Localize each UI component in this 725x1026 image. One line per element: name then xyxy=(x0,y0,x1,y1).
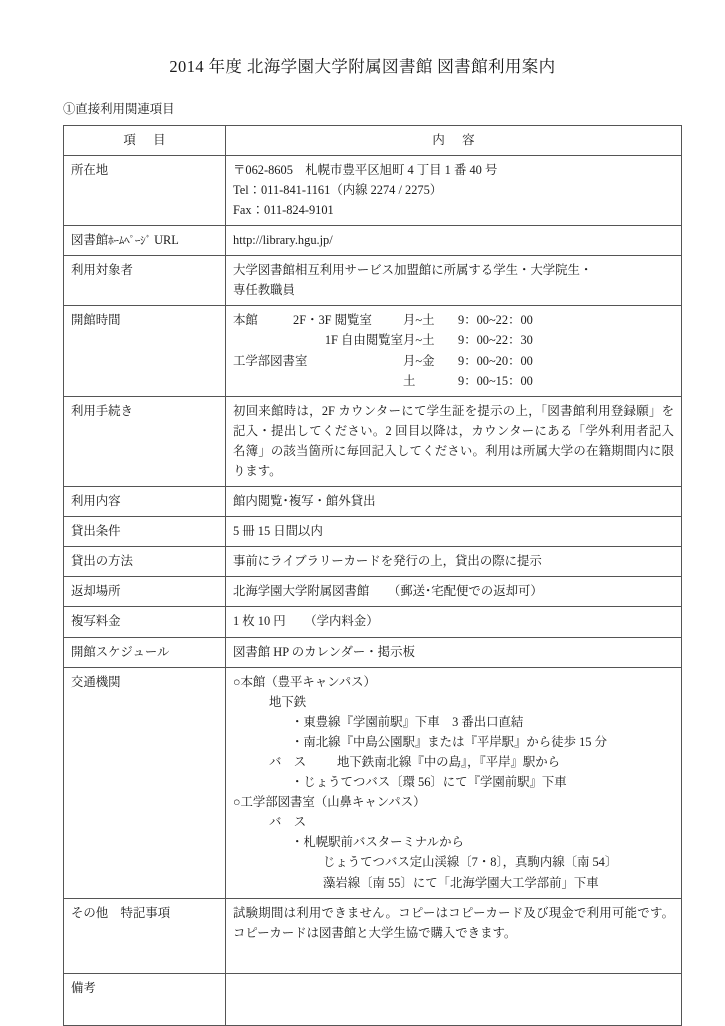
table-row xyxy=(64,487,682,517)
transport-bus-row xyxy=(233,752,674,772)
row-key-homepage-pre: 図書館 xyxy=(71,233,109,248)
row-key-return-location: 返却場所 xyxy=(64,577,226,607)
eligible-users-line-1: 大学図書館相互利用サービス加盟館に所属する学生・大学院生・ xyxy=(233,263,593,278)
row-value-homepage-url xyxy=(226,226,682,256)
transport-bus-label: バ ス xyxy=(269,755,307,770)
table-row xyxy=(64,607,682,637)
hours-time: 9：00~15：00 xyxy=(458,373,533,388)
transport-line: ・東豊線『学園前駅』下車 3 番出口直結 xyxy=(291,714,524,729)
hours-place xyxy=(233,371,403,391)
row-key-loan-method: 貸出の方法 xyxy=(64,547,226,577)
transport-line: バ ス xyxy=(269,815,307,830)
transport-line: 地下鉄 xyxy=(269,694,307,709)
row-key-eligible-users: 利用対象者 xyxy=(64,256,226,306)
row-value-other-notes: 試験期間は利用できません。コピーはコピーカード及び現金で利用可能です。コピーカードは図書館と大学生協で購入できます。 xyxy=(226,898,682,973)
table-row xyxy=(64,547,682,577)
hours-days: 土 xyxy=(403,373,416,388)
phone-line: Tel：011-841-1161（内線 2274 / 2275） xyxy=(233,182,443,197)
transport-line: ・南北線『中島公園駅』または『平岸駅』から徒歩 15 分 xyxy=(291,734,607,749)
hours-days: 月~金 xyxy=(403,353,435,368)
hours-time: 9：00~22：00 xyxy=(458,313,533,328)
row-key-opening-hours: 開館時間 xyxy=(64,306,226,396)
row-value-copy-fee: 1 枚 10 円 （学内料金） xyxy=(226,607,682,637)
row-key-homepage-halfwidth: ﾎｰﾑﾍﾟｰｼﾞ xyxy=(108,234,151,248)
column-header-value xyxy=(226,125,682,155)
library-url-text: http://library.hgu.jp/ xyxy=(233,233,333,248)
eligible-users-line-2: 専任教職員 xyxy=(233,283,295,298)
page-title: 2014 年度 北海学園大学附属図書館 図書館利用案内 xyxy=(169,57,556,76)
row-value-remarks xyxy=(226,973,682,1025)
row-key-loan-conditions: 貸出条件 xyxy=(64,517,226,547)
row-value-loan-method: 事前にライブラリーカードを発行の上，貸出の際に提示 xyxy=(226,547,682,577)
transport-line: 藻岩線〔南 55〕にて「北海学園大工学部前」下車 xyxy=(323,875,599,890)
row-key-copy-fee: 複写料金 xyxy=(64,607,226,637)
transport-line: ・札幌駅前バスターミナルから xyxy=(291,835,464,850)
transport-line: ・じょうてつバス〔環 56〕にて『学園前駅』下車 xyxy=(291,775,567,790)
row-value-address xyxy=(226,155,682,225)
column-header-key-label: 項 目 xyxy=(123,132,169,147)
table-row xyxy=(64,306,682,396)
hours-room: 2F・3F 閲覧室 xyxy=(293,313,372,328)
row-key-address: 所在地 xyxy=(64,155,226,225)
row-key-procedure: 利用手続き xyxy=(64,396,226,486)
table-body xyxy=(64,125,682,1025)
fax-line: Fax：011-824-9101 xyxy=(233,202,334,217)
table-row xyxy=(64,667,682,898)
address-line: 〒062-8605 札幌市豊平区旭町 4 丁目 1 番 40 号 xyxy=(233,162,498,177)
column-header-key xyxy=(64,125,226,155)
opening-hours-grid xyxy=(233,310,674,390)
row-key-services: 利用内容 xyxy=(64,487,226,517)
row-value-procedure: 初回来館時は，2F カウンターにて学生証を提示の上，「図書館利用登録願」を記入・提出してください。2 回目以降は，カウンターにある「学外利用者記入名簿」の該当箇所に毎回記入してください。利用は所属大学の在籍期間内に限ります。 xyxy=(226,396,682,486)
hours-room: 1F 自由閲覧室 xyxy=(324,333,403,348)
section-label: ①直接利用関連項目 xyxy=(63,101,175,116)
row-value-return-location: 北海学園大学附属図書館 （郵送･宅配便での返却可） xyxy=(226,577,682,607)
opening-hours-row xyxy=(233,330,674,350)
transport-bus-text: 地下鉄南北線『中の島』，『平岸』駅から xyxy=(337,755,561,770)
transport-line: ○工学部図書室（山鼻キャンパス） xyxy=(233,795,426,810)
row-key-other-notes: その他 特記事項 xyxy=(64,898,226,973)
row-value-eligible-users xyxy=(226,256,682,306)
row-key-transportation: 交通機関 xyxy=(64,667,226,898)
hours-time: 9：00~22：30 xyxy=(458,333,533,348)
hours-place xyxy=(233,330,293,350)
row-value-schedule: 図書館 HP のカレンダー・掲示板 xyxy=(226,637,682,667)
row-value-transportation xyxy=(226,667,682,898)
table-row xyxy=(64,898,682,973)
row-key-homepage-url xyxy=(64,226,226,256)
row-value-services: 館内閲覧･複写・館外貸出 xyxy=(226,487,682,517)
table-row xyxy=(64,226,682,256)
table-header-row xyxy=(64,125,682,155)
library-info-table xyxy=(63,125,682,1026)
row-key-schedule: 開館スケジュール xyxy=(64,637,226,667)
row-key-remarks: 備考 xyxy=(64,973,226,1025)
table-row xyxy=(64,396,682,486)
transport-line: じょうてつバス定山渓線〔7・8〕，真駒内線〔南 54〕 xyxy=(323,855,618,870)
hours-place: 工学部図書室 xyxy=(233,353,308,368)
row-value-opening-hours xyxy=(226,306,682,396)
table-row xyxy=(64,637,682,667)
opening-hours-row xyxy=(233,351,674,371)
hours-time: 9：00~20：00 xyxy=(458,353,533,368)
table-row xyxy=(64,973,682,1025)
hours-place: 本館 xyxy=(233,313,258,328)
table-row xyxy=(64,155,682,225)
opening-hours-row xyxy=(233,310,674,330)
table-row xyxy=(64,517,682,547)
row-value-loan-conditions: 5 冊 15 日間以内 xyxy=(226,517,682,547)
hours-days: 月~土 xyxy=(403,313,435,328)
transport-line: ○本館（豊平キャンパス） xyxy=(233,674,376,689)
column-header-value-label: 内 容 xyxy=(432,132,478,147)
table-row xyxy=(64,256,682,306)
hours-days: 月~土 xyxy=(403,333,435,348)
row-key-homepage-post: URL xyxy=(150,233,179,248)
opening-hours-row xyxy=(233,371,674,391)
table-row xyxy=(64,577,682,607)
